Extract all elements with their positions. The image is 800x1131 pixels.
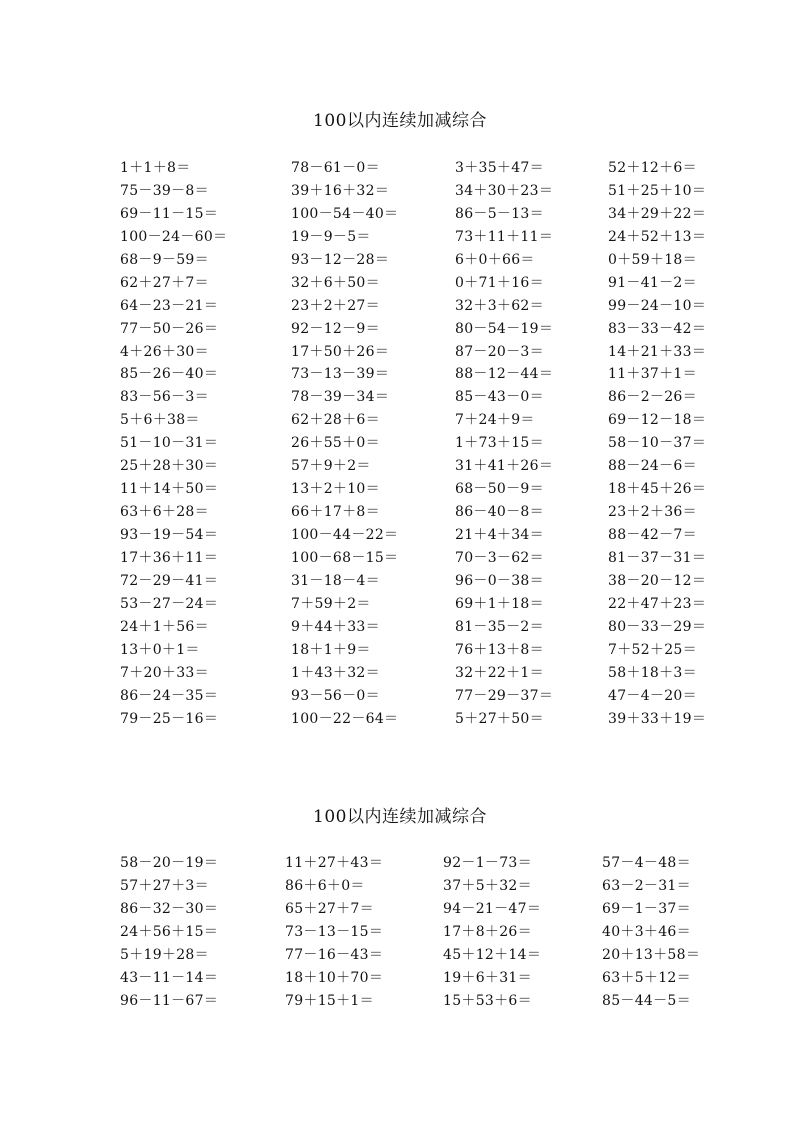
problem-item: 19＋6＋31＝	[443, 969, 532, 986]
problem-item: 39＋33＋19＝	[608, 710, 707, 727]
problem-item: 70－3－62＝	[455, 549, 544, 566]
problem-item: 72－29－41＝	[120, 572, 219, 589]
worksheet-title-2: 100以内连续加减综合	[313, 807, 487, 827]
problem-item: 85－26－40＝	[120, 366, 219, 383]
problem-item: 69－12－18＝	[608, 412, 707, 429]
problem-item: 17＋50＋26＝	[291, 343, 390, 360]
problem-item: 15＋53＋6＝	[443, 992, 532, 1009]
problem-item: 24＋56＋15＝	[120, 923, 219, 940]
problem-item: 45＋12＋14＝	[443, 946, 542, 963]
problem-item: 77－29－37＝	[455, 687, 554, 704]
problem-item: 21＋4＋34＝	[455, 527, 544, 543]
problem-item: 58＋18＋3＝	[608, 664, 697, 681]
problem-item: 69＋1＋18＝	[455, 595, 544, 612]
problem-item: 86－2－26＝	[608, 389, 697, 406]
problem-item: 93－19－54＝	[120, 527, 219, 543]
problem-item: 68－50－9＝	[455, 481, 544, 498]
problem-item: 80－33－29＝	[608, 618, 707, 635]
problem-item: 25＋28＋30＝	[120, 458, 219, 475]
problem-item: 11＋14＋50＝	[120, 481, 219, 498]
problem-item: 65＋27＋7＝	[285, 900, 374, 917]
problem-item: 53－27－24＝	[120, 595, 219, 612]
problem-item: 51－10－31＝	[120, 435, 219, 452]
problem-column	[285, 852, 455, 1013]
problem-item: 85－43－0＝	[455, 389, 544, 406]
problem-item: 3＋35＋47＝	[455, 160, 544, 176]
problem-item: 1＋43＋32＝	[291, 664, 380, 681]
problem-item: 11＋37＋1＝	[608, 366, 697, 383]
problem-item: 17＋8＋26＝	[443, 923, 532, 940]
problem-item: 78－39－34＝	[291, 389, 390, 406]
problem-item: 32＋3＋62＝	[455, 297, 544, 314]
problem-item: 94－21－47＝	[443, 900, 542, 917]
problem-item: 57＋27＋3＝	[120, 877, 209, 894]
problem-item: 0＋59＋18＝	[608, 251, 697, 268]
problem-item: 37＋5＋32＝	[443, 877, 532, 894]
problem-item: 63＋6＋28＝	[120, 504, 209, 521]
problem-item: 7＋20＋33＝	[120, 664, 209, 681]
problem-item: 31＋41＋26＝	[455, 458, 554, 475]
problem-item: 86＋6＋0＝	[285, 877, 365, 894]
problem-item: 11＋27＋43＝	[285, 855, 384, 871]
problem-item: 63＋5＋12＝	[602, 969, 691, 986]
problem-item: 7＋24＋9＝	[455, 412, 535, 429]
problem-item: 88－42－7＝	[608, 527, 697, 543]
problem-item: 62＋28＋6＝	[291, 412, 380, 429]
problem-item: 100－54－40＝	[291, 205, 399, 222]
problem-item: 31－18－4＝	[291, 572, 380, 589]
problem-item: 39＋16＋32＝	[291, 182, 390, 199]
problem-item: 100－24－60＝	[120, 228, 228, 245]
problem-item: 57－4－48＝	[602, 855, 691, 871]
problem-item: 73－13－15＝	[285, 923, 384, 940]
problem-item: 4＋26＋30＝	[120, 343, 209, 360]
problem-item: 85－44－5＝	[602, 992, 691, 1009]
problem-item: 86－40－8＝	[455, 504, 544, 521]
problem-item: 99－24－10＝	[608, 297, 707, 314]
problem-item: 77－16－43＝	[285, 946, 384, 963]
problem-item: 23＋2＋36＝	[608, 504, 697, 521]
problem-item: 100－22－64＝	[291, 710, 399, 727]
problem-item: 34＋29＋22＝	[608, 205, 707, 222]
problem-item: 7＋59＋2＝	[291, 595, 371, 612]
problem-item: 100－44－22＝	[291, 527, 399, 543]
problem-item: 0＋71＋16＝	[455, 274, 544, 291]
problem-item: 78－61－0＝	[291, 160, 380, 176]
problem-item: 73－13－39＝	[291, 366, 390, 383]
problem-item: 18＋45＋26＝	[608, 481, 707, 498]
worksheet-title-1: 100以内连续加减综合	[313, 111, 487, 131]
problem-item: 96－11－67＝	[120, 992, 219, 1009]
problem-item: 17＋36＋11＝	[120, 549, 219, 566]
problem-item: 40＋3＋46＝	[602, 923, 691, 940]
problem-item: 79＋15＋1＝	[285, 992, 374, 1009]
problem-item: 58－10－37＝	[608, 435, 707, 452]
problem-item: 9＋44＋33＝	[291, 618, 380, 635]
problem-item: 80－54－19＝	[455, 320, 554, 337]
problem-item: 96－0－38＝	[455, 572, 544, 589]
problem-item: 43－11－14＝	[120, 969, 219, 986]
problem-item: 88－12－44＝	[455, 366, 554, 383]
problem-item: 58－20－19＝	[120, 855, 219, 871]
problem-item: 64－23－21＝	[120, 297, 219, 314]
problem-item: 77－50－26＝	[120, 320, 219, 337]
problem-item: 87－20－3＝	[455, 343, 544, 360]
problem-item: 47－4－20＝	[608, 687, 697, 704]
problem-item: 86－24－35＝	[120, 687, 219, 704]
problem-item: 22＋47＋23＝	[608, 595, 707, 612]
problem-item: 93－56－0＝	[291, 687, 380, 704]
problem-item: 57＋9＋2＝	[291, 458, 371, 475]
problem-item: 13＋0＋1＝	[120, 641, 200, 658]
problem-item: 19－9－5＝	[291, 228, 371, 245]
problem-item: 69－1－37＝	[602, 900, 691, 917]
problem-item: 26＋55＋0＝	[291, 435, 380, 452]
problem-item: 75－39－8＝	[120, 182, 209, 199]
problem-column	[443, 852, 613, 1013]
problem-item: 81－35－2＝	[455, 618, 544, 635]
problem-column	[608, 157, 778, 730]
problem-item: 14＋21＋33＝	[608, 343, 707, 360]
problem-item: 1＋73＋15＝	[455, 435, 544, 452]
problem-item: 18＋1＋9＝	[291, 641, 371, 658]
problem-item: 86－5－13＝	[455, 205, 544, 222]
problem-item: 92－1－73＝	[443, 855, 532, 871]
problem-item: 66＋17＋8＝	[291, 504, 380, 521]
problem-item: 52＋12＋6＝	[608, 160, 697, 176]
problem-item: 6＋0＋66＝	[455, 251, 535, 268]
problem-item: 38－20－12＝	[608, 572, 707, 589]
problem-item: 88－24－6＝	[608, 458, 697, 475]
problem-column	[120, 852, 290, 1013]
problem-item: 32＋6＋50＝	[291, 274, 380, 291]
problem-item: 69－11－15＝	[120, 205, 219, 222]
problem-item: 24＋1＋56＝	[120, 618, 209, 635]
problem-item: 76＋13＋8＝	[455, 641, 544, 658]
problem-item: 5＋27＋50＝	[455, 710, 544, 727]
problem-item: 24＋52＋13＝	[608, 228, 707, 245]
problem-item: 83－33－42＝	[608, 320, 707, 337]
problem-column	[120, 157, 290, 730]
problem-item: 81－37－31＝	[608, 549, 707, 566]
problem-item: 100－68－15＝	[291, 549, 399, 566]
problem-column	[291, 157, 461, 730]
problem-item: 92－12－9＝	[291, 320, 380, 337]
problem-item: 62＋27＋7＝	[120, 274, 209, 291]
problem-item: 68－9－59＝	[120, 251, 209, 268]
problem-column	[602, 852, 772, 1013]
problem-item: 23＋2＋27＝	[291, 297, 380, 314]
problem-item: 7＋52＋25＝	[608, 641, 697, 658]
problem-item: 20＋13＋58＝	[602, 946, 701, 963]
problem-column	[455, 157, 625, 730]
problem-item: 51＋25＋10＝	[608, 182, 707, 199]
problem-item: 34＋30＋23＝	[455, 182, 554, 199]
problem-item: 18＋10＋70＝	[285, 969, 384, 986]
problem-item: 83－56－3＝	[120, 389, 209, 406]
problem-item: 5＋19＋28＝	[120, 946, 209, 963]
problem-item: 79－25－16＝	[120, 710, 219, 727]
problem-item: 86－32－30＝	[120, 900, 219, 917]
problem-item: 5＋6＋38＝	[120, 412, 200, 429]
problem-item: 91－41－2＝	[608, 274, 697, 291]
problem-item: 32＋22＋1＝	[455, 664, 544, 681]
problem-item: 93－12－28＝	[291, 251, 390, 268]
problem-item: 13＋2＋10＝	[291, 481, 380, 498]
problem-item: 63－2－31＝	[602, 877, 691, 894]
problem-item: 1＋1＋8＝	[120, 160, 191, 176]
problem-item: 73＋11＋11＝	[455, 228, 554, 245]
